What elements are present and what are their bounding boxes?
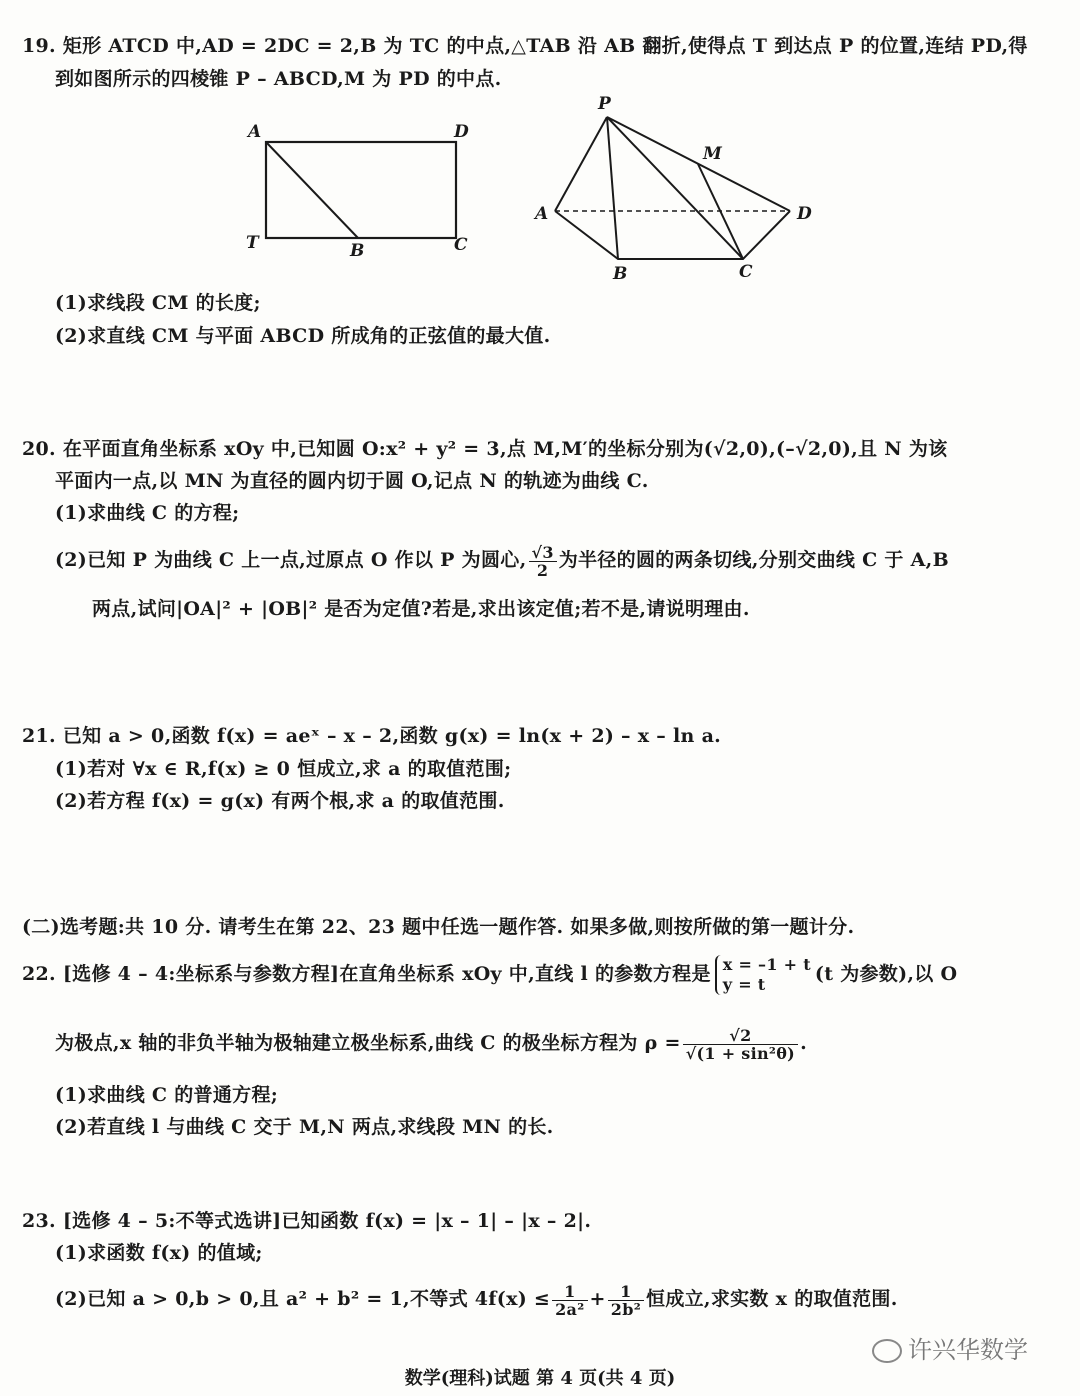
parametric-equation-brace — [715, 955, 811, 995]
fig1-label-a: A — [248, 122, 262, 142]
rho-numerator: √2 — [683, 1027, 798, 1045]
fig2-label-m: M — [703, 144, 722, 164]
q21-sub2: (2)若方程 f(x) = g(x) 有两个根,求 a 的取值范围. — [55, 790, 505, 812]
q19-pyramid-figure — [525, 90, 825, 285]
q22-line2-text-b: . — [800, 1032, 807, 1054]
q22-sub2: (2)若直线 l 与曲线 C 交于 M,N 两点,求线段 MN 的长. — [55, 1116, 554, 1138]
q22-text-a: 22. [选修 4 – 4:坐标系与参数方程]在直角坐标系 xOy 中,直线 l 的参数方程是 — [22, 963, 711, 985]
fraction-1-over-2b2 — [608, 1283, 644, 1318]
q20-sub2-line2: 两点,试问|OA|² + |OB|² 是否为定值?若是,求出该定值;若不是,请说明理由. — [92, 598, 750, 620]
edge-pc — [607, 117, 743, 259]
edge-pa — [555, 117, 607, 211]
fig2-label-d: D — [797, 204, 812, 224]
frac1-numerator: 1 — [552, 1283, 587, 1301]
q20-statement-line2: 平面内一点,以 MN 为直径的圆内切于圆 O,记点 N 的轨迹为曲线 C. — [55, 470, 649, 492]
q19-statement-line2: 到如图所示的四棱锥 P – ABCD,M 为 PD 的中点. — [55, 68, 502, 90]
watermark — [872, 1330, 1028, 1365]
q21-statement: 21. 已知 a > 0,函数 f(x) = aeˣ – x – 2,函数 g(x) = ln(x + 2) – x – ln a. — [22, 725, 722, 747]
watermark-text: 许兴华数学 — [908, 1336, 1028, 1364]
frac2-numerator: 1 — [608, 1283, 644, 1301]
rho-denominator: √(1 + sin²θ) — [685, 1043, 796, 1063]
rectangle-atcd — [266, 142, 456, 238]
frac1-denominator: 2a² — [555, 1299, 585, 1319]
fig2-label-c: C — [739, 262, 753, 282]
q21-sub1: (1)若对 ∀x ∈ R,f(x) ≥ 0 恒成立,求 a 的取值范围; — [55, 758, 512, 780]
q19-statement-line1: 19. 矩形 ATCD 中,AD = 2DC = 2,B 为 TC 的中点,△TAB 沿 AB 翻折,使得点 T 到达点 P 的位置,连结 PD,得 — [22, 35, 1028, 57]
fig2-label-b: B — [613, 264, 628, 284]
wechat-icon — [872, 1339, 902, 1363]
fraction-1-over-2a2 — [552, 1283, 587, 1318]
edge-pb — [607, 117, 618, 259]
q22-sub1: (1)求曲线 C 的普通方程; — [55, 1084, 279, 1106]
q23-sub2-text-b: 恒成立,求实数 x 的取值范围. — [646, 1288, 898, 1310]
q23-statement: 23. [选修 4 – 5:不等式选讲]已知函数 f(x) = |x – 1| – |x – 2|. — [22, 1210, 592, 1232]
q22-statement-line1 — [22, 950, 957, 998]
section-two-heading: (二)选考题:共 10 分. 请考生在第 22、23 题中任选一题作答. 如果多做,则按所做的第一题计分. — [22, 916, 855, 938]
base-edges — [555, 211, 790, 259]
q19-sub2: (2)求直线 CM 与平面 ABCD 所成角的正弦值的最大值. — [55, 325, 551, 347]
param-eq-y: y = t — [722, 975, 766, 994]
radius-numerator: √3 — [529, 544, 557, 562]
q22-statement-line2 — [55, 1018, 807, 1068]
fig1-label-t: T — [246, 233, 259, 253]
radius-denominator: 2 — [536, 560, 549, 580]
fig1-label-b: B — [350, 241, 365, 261]
q22-line2-text-a: 为极点,x 轴的非负半轴为极轴建立极坐标系,曲线 C 的极坐标方程为 ρ = — [55, 1032, 681, 1054]
fig1-label-c: C — [454, 235, 468, 255]
q19-rectangle-figure — [230, 115, 490, 265]
page-footer: 数学(理科)试题 第 4 页(共 4 页) — [404, 1368, 676, 1389]
q19-sub1: (1)求线段 CM 的长度; — [55, 292, 261, 314]
q20-sub2-text-b: 为半径的圆的两条切线,分别交曲线 C 于 A,B — [558, 549, 949, 571]
q20-statement-line1: 20. 在平面直角坐标系 xOy 中,已知圆 O:x² + y² = 3,点 M,M′的坐标分别为(√2,0),(–√2,0),且 N 为该 — [22, 438, 948, 460]
frac2-denominator: 2b² — [610, 1299, 642, 1319]
q20-sub2-text-a: (2)已知 P 为曲线 C 上一点,过原点 O 作以 P 为圆心, — [55, 549, 527, 571]
q22-text-b: (t 为参数),以 O — [814, 963, 958, 985]
segment-ab — [266, 142, 358, 238]
q20-sub1: (1)求曲线 C 的方程; — [55, 502, 240, 524]
q20-sub2-line1 — [55, 538, 949, 582]
plus-sign: + — [589, 1288, 606, 1310]
q23-sub1: (1)求函数 f(x) 的值域; — [55, 1242, 263, 1264]
fig2-label-p: P — [598, 94, 611, 114]
radius-fraction — [529, 544, 557, 579]
q23-sub2 — [55, 1276, 898, 1322]
q23-sub2-text-a: (2)已知 a > 0,b > 0,且 a² + b² = 1,不等式 4f(x) ≤ — [55, 1288, 551, 1310]
fig1-label-d: D — [454, 122, 469, 142]
rho-fraction — [683, 1027, 798, 1062]
fig2-label-a: A — [535, 204, 549, 224]
param-eq-x: x = –1 + t — [722, 955, 811, 974]
